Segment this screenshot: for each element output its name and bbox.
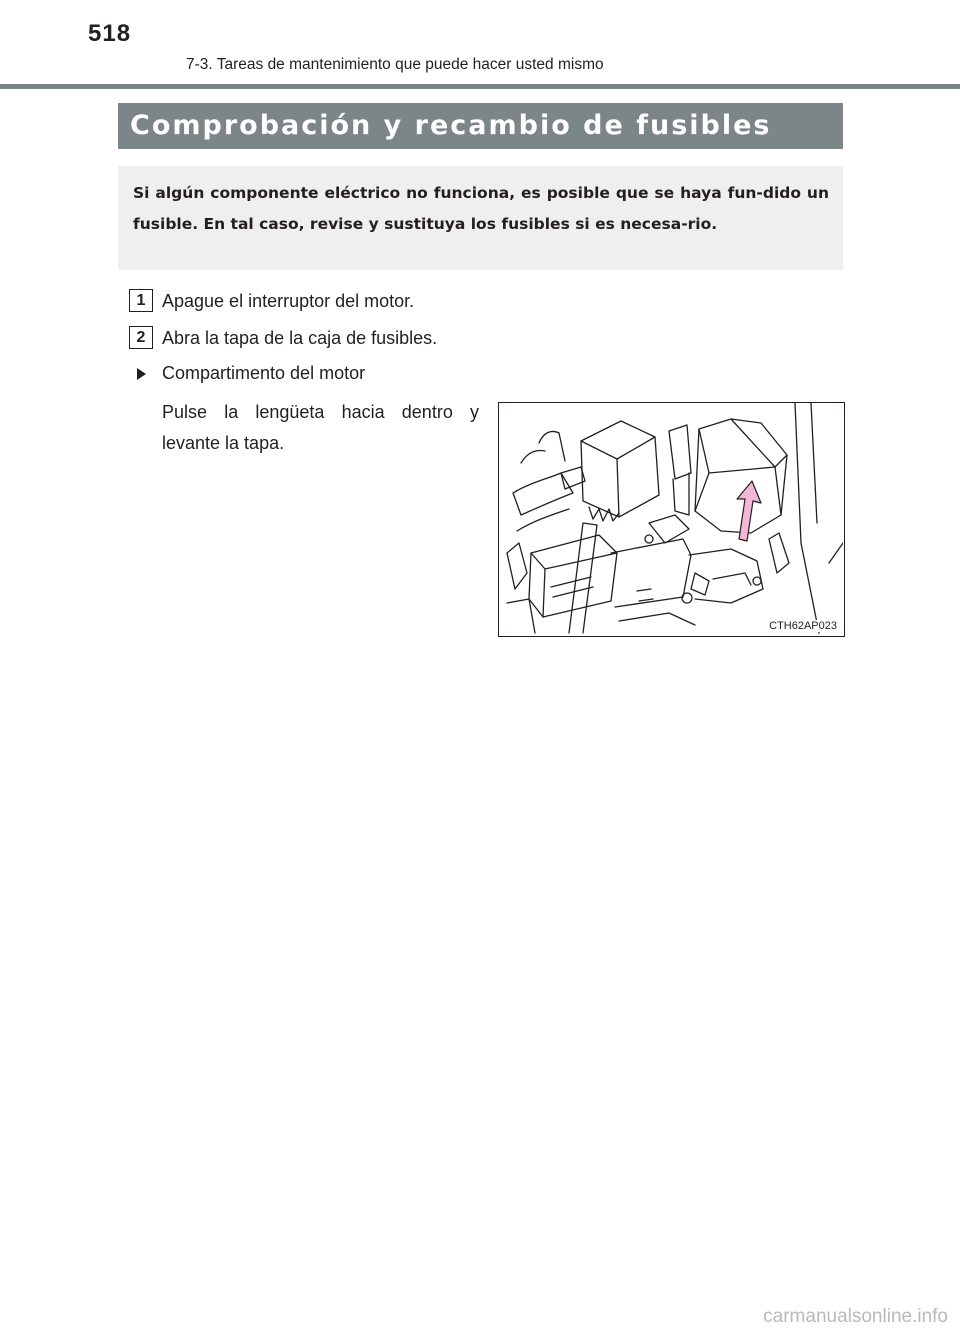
step-number-badge: 2 — [129, 326, 153, 349]
watermark: carmanualsonline.info — [763, 1306, 948, 1327]
running-head: 7-3. Tareas de mantenimiento que puede hacer usted mismo — [186, 56, 604, 73]
page-number: 518 — [88, 20, 132, 47]
intro-text: Si algún componente eléctrico no funciona, es posible que se haya fun-dido un fusible. En tal caso, revise y sustituya los fusibles si es necesa-rio. — [133, 184, 829, 233]
header-rule — [0, 84, 960, 89]
bullet-text: Compartimento del motor — [162, 363, 366, 383]
section-title-bar — [118, 103, 843, 149]
step-text: Abra la tapa de la caja de fusibles. — [162, 328, 438, 348]
step-text: Apague el interruptor del motor. — [162, 291, 415, 311]
step-number-badge: 1 — [129, 289, 153, 312]
instruction-paragraph: Pulse la lengüeta hacia dentro y levante la tapa. — [162, 402, 479, 453]
engine-compartment-illustration — [498, 402, 845, 637]
figure-code: CTH62AP023 — [769, 620, 837, 632]
triangle-bullet-icon — [137, 368, 146, 380]
section-title: Comprobación y recambio de fusibles — [130, 110, 772, 141]
engine-line-drawing — [499, 403, 843, 635]
lift-arrow-icon — [737, 481, 761, 541]
intro-box — [118, 166, 843, 270]
